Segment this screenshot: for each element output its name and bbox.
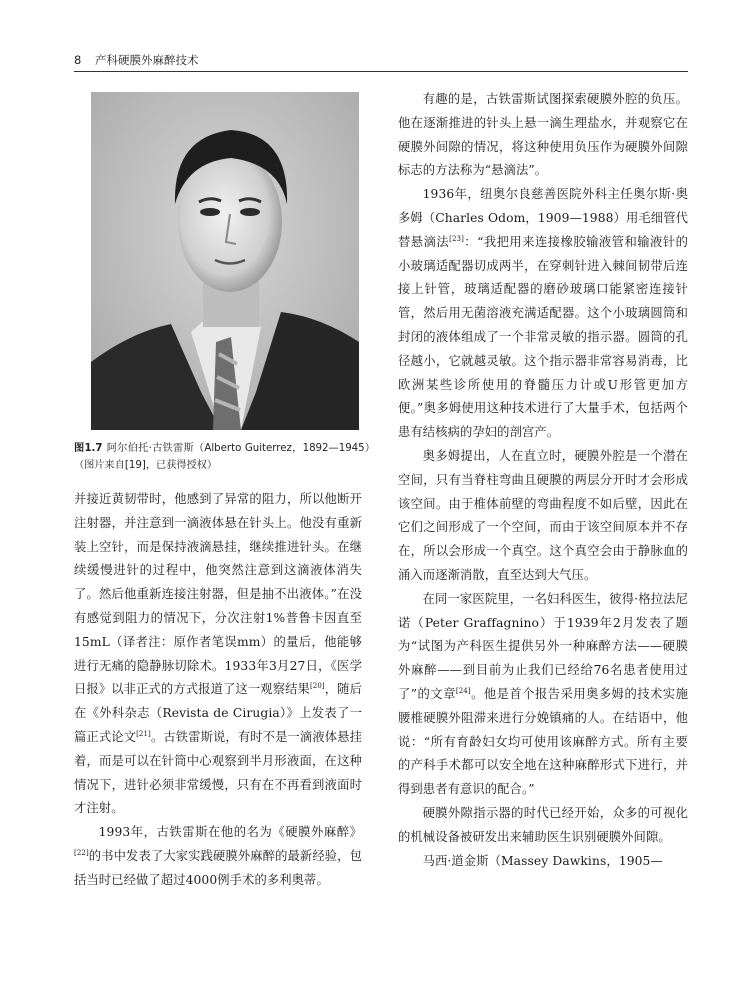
running-header <box>74 52 688 70</box>
citation-ref: [23] <box>449 234 464 243</box>
figure-caption <box>74 440 370 474</box>
citation-ref: [22] <box>74 848 89 857</box>
text-run: 在同一家医院里，一名妇科医生，彼得·格拉法尼诺（Peter Graffagnino）于1939年2月发表了题为“试图为产科医生提供另外一种麻醉方法——硬膜外麻醉——到目前为止我们已经给76名患者使用过了”的文章 <box>398 591 688 701</box>
paragraph <box>398 88 688 183</box>
header-rule <box>74 71 688 72</box>
text-run: ，随后在《外科杂志（Revista de Cirugia）》上发表了一篇正式论文 <box>74 682 362 744</box>
page-number: 8 <box>74 53 82 67</box>
text-run: 。他是首个报告采用奥多姆的技术实施腰椎硬膜外阻滞来进行分娩镇痛的人。在结语中，他说：“所有育龄妇女均可使用该麻醉方式。所有主要的产科手术都可以安全地在这种麻醉形式下进行，并得到患者有意识的配合。” <box>398 686 688 797</box>
portrait-photo <box>91 92 359 430</box>
paragraph <box>398 445 688 588</box>
figure-caption-text: 阿尔伯托·古铁雷斯（Alberto Guiterrez，1892—1945）（图片来自[19]，已获得授权） <box>74 443 370 471</box>
text-run: 并接近黄韧带时，他感到了异常的阻力，所以他断开注射器，并注意到一滴液体悬在针头上。他没有重新装上空针，而是保持液滴悬挂，继续推进针头。在继续缓慢进针的过程中，他突然注意到这滴液体消失了。然后他重新连接注射器，但是抽不出液体。”在没有感觉到阻力的情况下，分次注射1%普鲁卡因直至15mL（译者注：原作者笔误mm）的量后，他能够进行无痛的隐静脉切除术。1933年3月27日，《医学日报》以非正式的方式报道了这一观察结果 <box>74 492 362 697</box>
running-title: 产科硬膜外麻醉技术 <box>94 53 199 67</box>
citation-ref: [24] <box>455 686 471 695</box>
paragraph <box>398 588 688 802</box>
text-run: 有趣的是，古铁雷斯试图探索硬膜外腔的负压。他在逐渐推进的针头上悬一滴生理盐水，并观察它在硬膜外间隙的情况，将这种使用负压作为硬膜外间隙标志的方法称为“悬滴法”。 <box>398 92 688 178</box>
text-run: ：“我把用来连接橡胶输液管和输液针的小玻璃适配器切成两半，在穿刺针进入棘间韧带后连接上针管，玻璃适配器的磨砂玻璃口能紧密连接针管，然后用无菌溶液充满适配器。这个小玻璃圆筒和封闭的液体组成了一个非常灵敏的指示器。圆筒的孔径越小，它就越灵敏。这个指示器非常容易消毒，比欧洲某些诊所使用的脊髓压力计或U形管更加方便。”奥多姆使用这种技术进行了大量手术，包括两个患有结核病的孕妇的剖宫产。 <box>398 234 688 440</box>
paragraph <box>398 850 688 874</box>
paragraph <box>398 183 688 445</box>
citation-ref: [20] <box>309 682 325 691</box>
text-run: 的书中发表了大家实践硬膜外麻醉的最新经验，包括当时已经做了超过4000例手术的多利奥蒂。 <box>74 848 362 887</box>
paragraph <box>398 802 688 850</box>
figure-label: 图1.7 <box>74 443 103 454</box>
text-run: 1993年，古铁雷斯在他的名为《硬膜外麻醉》 <box>98 825 362 840</box>
text-run: 硬膜外隙指示器的时代已经开始，众多的可视化的机械设备被研发出来辅助医生识别硬膜外间隙。 <box>398 805 688 844</box>
paragraph <box>74 821 362 892</box>
paragraph <box>74 488 362 821</box>
text-run: 马西·道金斯（Massey Dawkins，1905— <box>422 853 663 868</box>
right-column <box>398 88 688 873</box>
text-run: 1936年，纽奥尔良慈善医院外科主任奥尔斯·奥多姆（Charles Odom，1909—1988）用毛细管代替悬滴法 <box>398 187 688 249</box>
citation-ref: [21] <box>136 729 151 738</box>
text-run: 奥多姆提出，人在直立时，硬膜外腔是一个潜在空间，只有当脊柱弯曲且硬膜的两层分开时才会形成该空间。由于椎体前壁的弯曲程度不如后壁，因此在它们之间形成了一个空间，而由于该空间原本并不存在，所以会形成一个真空。这个真空会由于静脉血的涌入而逐渐消散，直至达到大气压。 <box>398 448 688 582</box>
left-column <box>74 488 362 893</box>
text-run: 。古铁雷斯说，有时不是一滴液体悬挂着，而是可以在针筒中心观察到半月形液面，在这种情况下，进针必须非常缓慢，只有在不再看到液面时才注射。 <box>74 729 362 816</box>
